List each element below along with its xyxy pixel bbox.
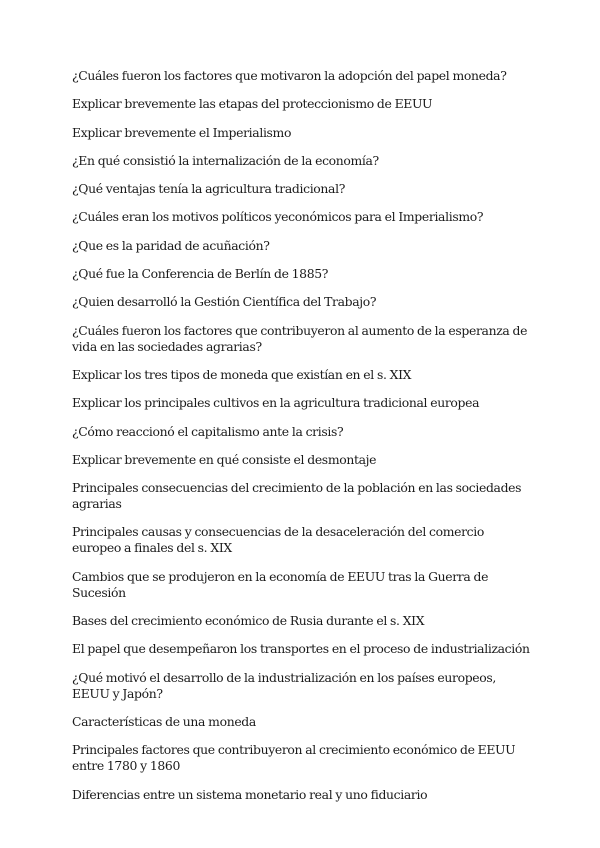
question-item: El papel que desempeñaron los transportes en el proceso de industrialización [72, 641, 530, 657]
question-list [72, 68, 532, 815]
question-item: ¿Cuáles fueron los factores que contribuyeron al aumento de la esperanza de vida en las sociedades agrarias? [72, 322, 528, 354]
question-item: Explicar brevemente el Imperialismo [72, 124, 292, 140]
question-item: Diferencias entre un sistema monetario real y uno fiduciario [72, 786, 428, 802]
question-item: Principales consecuencias del crecimiento de la población en las sociedades agrarias [72, 480, 522, 512]
question-item: ¿Cómo reaccionó el capitalismo ante la crisis? [72, 423, 344, 439]
question-item: ¿Cuáles eran los motivos políticos yeconómicos para el Imperialismo? [72, 209, 484, 225]
question-item: Explicar brevemente en qué consiste el desmontaje [72, 451, 377, 467]
question-item: Explicar los principales cultivos en la agricultura tradicional europea [72, 395, 480, 411]
question-item: Características de una moneda [72, 713, 256, 729]
question-item: ¿Qué motivó el desarrollo de la industrialización en los países europeos, EEUU y Japón? [72, 669, 496, 701]
question-item: ¿Que es la paridad de acuñación? [72, 237, 270, 253]
question-item: ¿Qué fue la Conferencia de Berlín de 1885? [72, 266, 329, 282]
question-item: ¿En qué consistió la internalización de la economía? [72, 152, 379, 168]
question-item: Principales factores que contribuyeron al crecimiento económico de EEUU entre 1780 y 1860 [72, 742, 516, 774]
question-item: Cambios que se produjeron en la economía de EEUU tras la Guerra de Sucesión [72, 568, 489, 600]
question-item: Bases del crecimiento económico de Rusia durante el s. XIX [72, 613, 425, 629]
question-item: ¿Quien desarrolló la Gestión Científica del Trabajo? [72, 294, 377, 310]
question-item: Principales causas y consecuencias de la desaceleración del comercio europeo a finales del s. XIX [72, 524, 484, 556]
question-item: ¿Qué ventajas tenía la agricultura tradicional? [72, 181, 345, 197]
question-item: Explicar brevemente las etapas del proteccionismo de EEUU [72, 96, 433, 112]
question-item: Explicar los tres tipos de moneda que existían en el s. XIX [72, 366, 412, 382]
question-item: ¿Cuáles fueron los factores que motivaron la adopción del papel moneda? [72, 68, 507, 83]
